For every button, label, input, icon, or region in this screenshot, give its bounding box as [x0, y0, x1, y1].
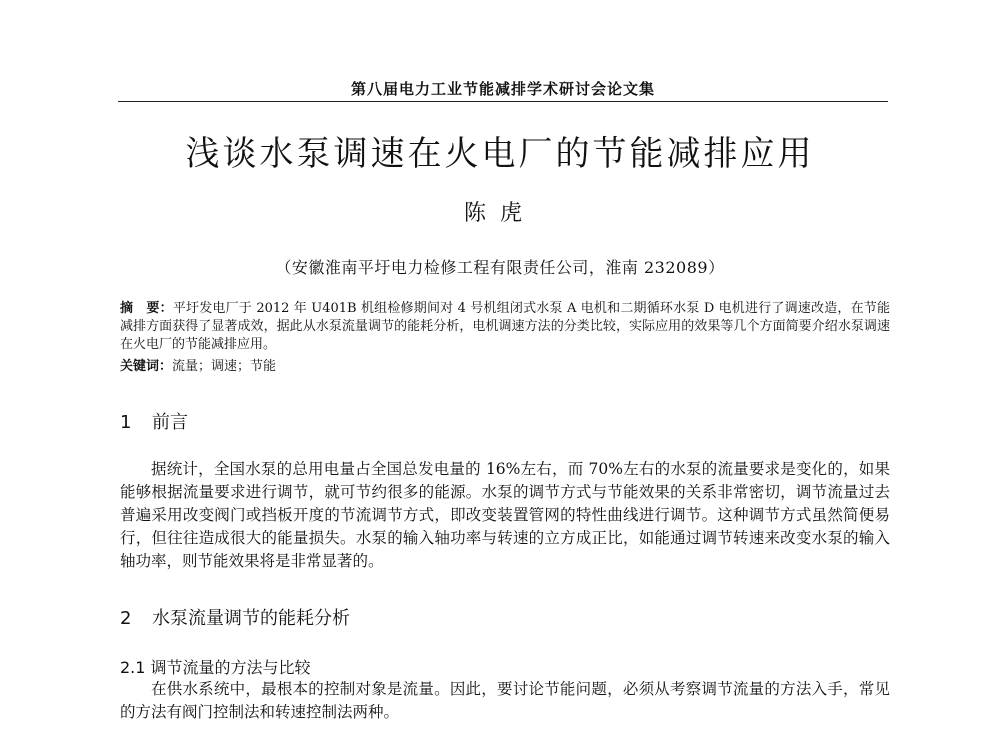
section-2-title: 水泵流量调节的能耗分析: [152, 608, 350, 629]
section-1-heading: [120, 408, 188, 434]
header-divider: [118, 101, 888, 102]
proceedings-header: 第八届电力工业节能减排学术研讨会论文集: [350, 80, 655, 98]
section-2-number: 2: [120, 608, 132, 629]
section-2-1-heading: 2.1 调节流量的方法与比较: [120, 658, 311, 677]
paper-title: 浅谈水泵调速在火电厂的节能减排应用: [185, 134, 815, 174]
section-1-number: 1: [120, 412, 132, 433]
author-affiliation: （安徽淮南平圩电力检修工程有限责任公司，淮南 232089）: [275, 258, 725, 277]
keywords-text: 流量；调速；节能: [172, 359, 277, 374]
keywords: [120, 358, 890, 376]
abstract-label: 摘 要：: [120, 301, 173, 316]
abstract: [120, 300, 890, 354]
paper-author: 陈虎: [463, 201, 536, 226]
keywords-label: 关键词：: [120, 359, 173, 374]
section-2-heading: [120, 604, 350, 630]
section-2-1-paragraph: 在供水系统中，最根本的控制对象是流量。因此，要讨论节能问题，必须从考察调节流量的方法入手，常见的方法有阀门控制法和转速控制法两种。: [120, 680, 890, 721]
section-1-title: 前言: [152, 412, 188, 433]
abstract-text: 平圩发电厂于 2012 年 U401B 机组检修期间对 4 号机组闭式水泵 A 电机和二期循环水泵 D 电机进行了调速改造，在节能减排方面获得了显著成效，据此从水泵流量调节的能耗分析，电机调速方法的分类比较，实际应用的效果等几个方面简要介绍水泵调速在火电厂的节能减排应用。: [120, 301, 890, 352]
section-1-paragraph: 据统计，全国水泵的总用电量占全国总发电量的 16%左右，而 70%左右的水泵的流量要求是变化的，如果能够根据流量要求进行调节，就可节约很多的能源。水泵的调节方式与节能效果的关系非常密切，调节流量过去普遍采用改变阀门或挡板开度的节流调节方式，即改变装置管网的特性曲线进行调节。这种调节方式虽然简便易行，但往往造成很大的能量损失。水泵的输入轴功率与转速的立方成正比，如能通过调节转速来改变水泵的输入轴功率，则节能效果将是非常显著的。: [120, 460, 890, 570]
